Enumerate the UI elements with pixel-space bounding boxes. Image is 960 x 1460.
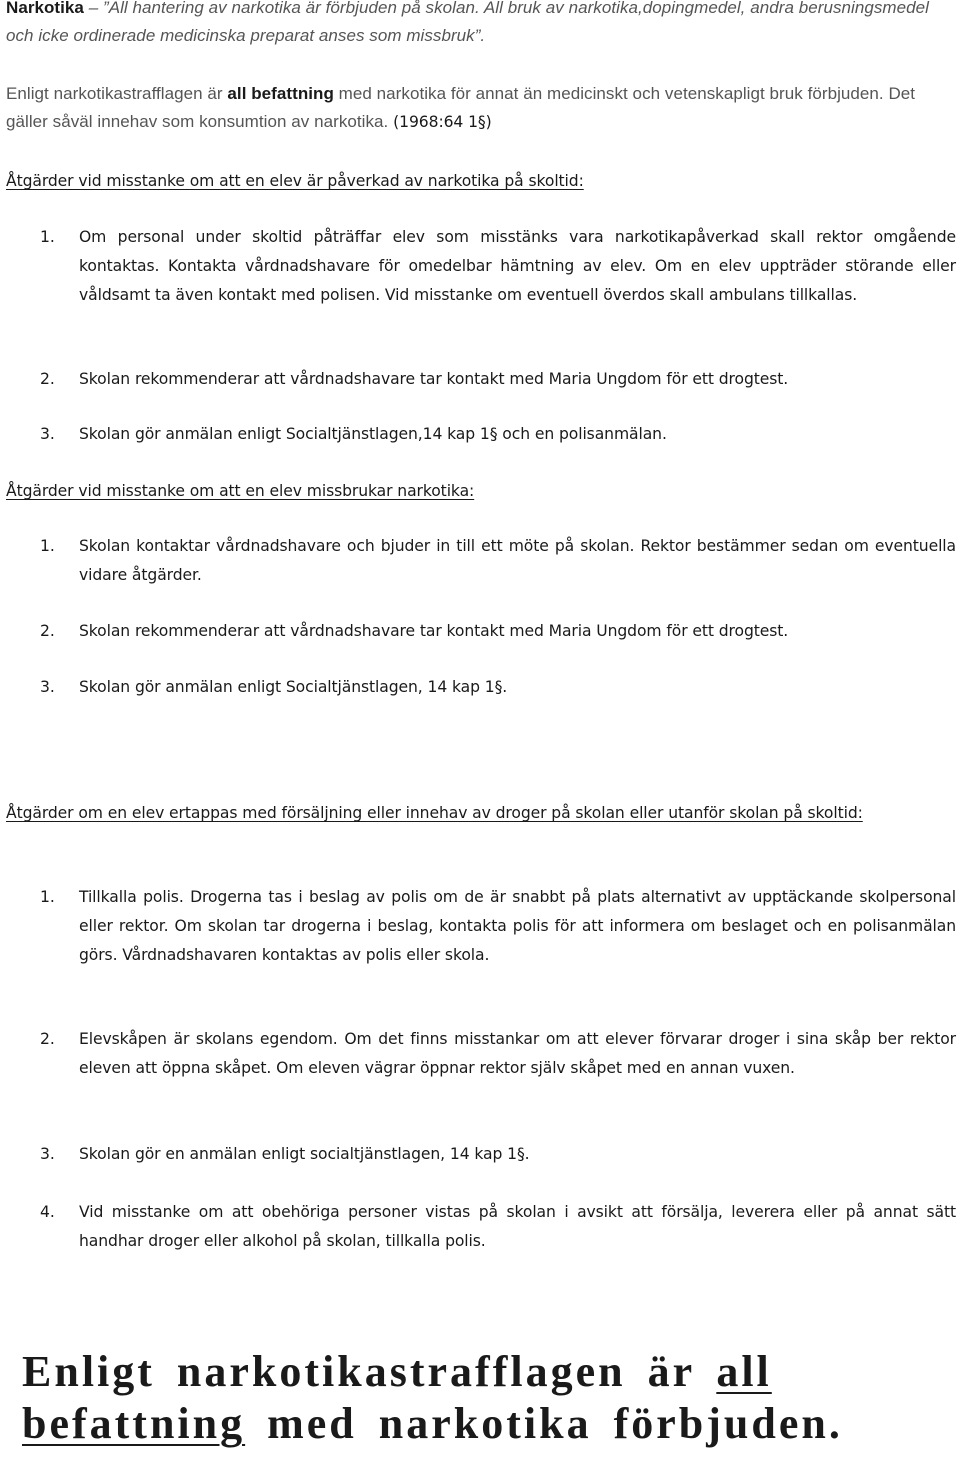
section1-heading: Åtgärder vid misstanke om att en elev är påverkad av narkotika på skoltid: [6, 172, 584, 190]
section2-item-text: Skolan gör anmälan enligt Socialtjänstlagen, 14 kap 1§. [79, 678, 508, 696]
section3-item-3 [40, 1140, 956, 1169]
section3-item-2 [40, 1025, 956, 1083]
section1-item-text: Skolan rekommenderar att vårdnadshavare tar kontakt med Maria Ungdom för ett drogtest. [79, 370, 789, 388]
section2-item-text: Skolan rekommenderar att vårdnadshavare tar kontakt med Maria Ungdom för ett drogtest. [79, 622, 789, 640]
intro-title-paragraph [6, 0, 956, 49]
section1-item-1 [40, 223, 956, 310]
intro-law-bold: all befattning [227, 84, 334, 103]
section2-item-text: Skolan kontaktar vårdnadshavare och bjuder in till ett möte på skolan. Rektor bestämmer sedan om eventuella vidare åtgärder. [79, 537, 956, 584]
section2-item-number: 3. [40, 678, 55, 696]
section1-item-number: 2. [40, 370, 55, 388]
section3-heading: Åtgärder om en elev ertappas med försäljning eller innehav av droger på skolan eller utanför skolan på skoltid: [6, 804, 863, 822]
section2-heading: Åtgärder vid misstanke om att en elev missbrukar narkotika: [6, 482, 475, 500]
intro-law-paragraph [6, 80, 956, 137]
section3-item-text: Tillkalla polis. Drogerna tas i beslag av polis om de är snabbt på plats alternativt av upptäckande skolpersonal eller rektor. Om skolan tar drogerna i beslag, kontakta polis för att informera om beslaget och en polisanmälan görs. Vårdnadshavaren kontaktas av polis eller skola. [79, 888, 956, 964]
section2-item-number: 2. [40, 622, 55, 640]
closing-part1: Enligt narkotikastrafflagen är [22, 1347, 717, 1396]
section3-item-1 [40, 883, 956, 970]
section3-item-text: Elevskåpen är skolans egendom. Om det finns misstankar om att elever förvarar droger i sina skåp ber rektor eleven att öppna skåpet. Om eleven vägrar öppnar rektor själv skåpet med en annan vuxen. [79, 1030, 956, 1077]
intro-law-pre: Enligt narkotikastrafflagen är [6, 84, 228, 103]
section1-item-3 [40, 420, 956, 449]
section2-item-2 [40, 617, 956, 646]
intro-title-quote: – ”All hantering av narkotika är förbjuden på skolan. All bruk av narkotika,dopingmedel, andra berusningsmedel och icke ordinerade medicinska preparat anses som missbruk”. [6, 0, 929, 45]
section1-item-text: Om personal under skoltid påträffar elev som misstänks vara narkotikapåverkad skall rektor omgående kontaktas. Kontakta vårdnadshavare för omedelbar hämtning av elev. Om en elev uppträder störande eller våldsamt ta även kontakt med polisen. Vid misstanke om eventuell överdos skall ambulans tillkallas. [79, 228, 956, 304]
section3-item-text: Skolan gör en anmälan enligt socialtjänstlagen, 14 kap 1§. [79, 1145, 530, 1163]
section3-item-number: 1. [40, 888, 55, 906]
section2-item-1 [40, 532, 956, 590]
intro-law-post: med narkotika för annat än medicinskt och vetenskapligt bruk förbjuden. Det gäller såväl innehav som konsumtion av narkotika. [6, 84, 916, 131]
section2-item-number: 1. [40, 537, 55, 555]
intro-title-bold: Narkotika [6, 0, 84, 17]
section3-item-text: Vid misstanke om att obehöriga personer vistas på skolan i avsikt att försälja, leverera eller på annat sätt handhar droger eller alkohol på skolan, tillkalla polis. [79, 1203, 956, 1250]
section1-item-number: 3. [40, 425, 55, 443]
section1-item-number: 1. [40, 228, 55, 246]
closing-befattning-underlined: befattning [22, 1399, 246, 1448]
section1-item-text: Skolan gör anmälan enligt Socialtjänstlagen,14 kap 1§ och en polisanmälan. [79, 425, 667, 443]
closing-statement [22, 1346, 952, 1450]
section2-item-3 [40, 673, 956, 702]
section1-item-2 [40, 365, 956, 394]
section3-item-number: 2. [40, 1030, 55, 1048]
section3-item-number: 3. [40, 1145, 55, 1163]
section3-item-4 [40, 1198, 956, 1256]
closing-all-underlined: all [716, 1347, 772, 1396]
closing-part4: med narkotika förbjuden. [245, 1399, 843, 1448]
section3-item-number: 4. [40, 1203, 55, 1221]
intro-law-ref: (1968:64 1§) [388, 112, 492, 131]
